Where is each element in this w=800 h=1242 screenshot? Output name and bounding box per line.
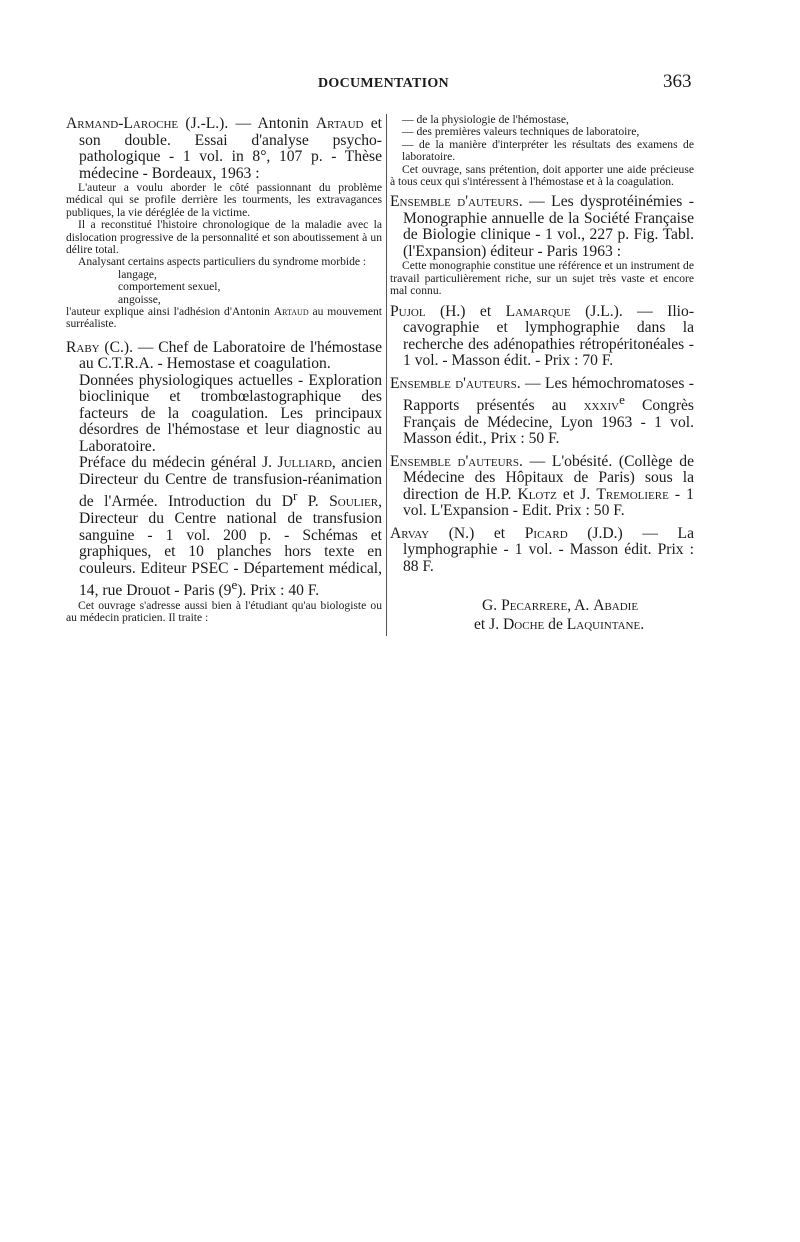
signature-name: Doche — [503, 616, 545, 633]
running-title: DOCUMENTATION — [318, 76, 449, 91]
bib-entry-obesite — [390, 454, 694, 520]
entry-author: Ensemble d'auteurs. — [390, 193, 523, 211]
entry-author: Picard — [524, 524, 568, 542]
signature-text: . — [640, 616, 645, 633]
entry-text: (H.) et — [425, 302, 506, 320]
entry-text: — Les hémochromatoses - Rapports présentés au — [403, 374, 694, 415]
dash-item: — des premières valeurs techniques de laboratoire, — [402, 125, 640, 139]
bib-entry-dysproteinemies — [390, 194, 694, 260]
summary-text: l'auteur explique ainsi l'adhésion d'Antonin — [66, 305, 274, 319]
roman-numeral: xxxiv — [583, 397, 620, 415]
entry-author: Armand-Laroche (J.-L.). — [66, 115, 229, 132]
signature-line — [390, 596, 694, 615]
list-item: langage, — [118, 267, 157, 281]
entry-paragraph: Données physiologiques actuelles - Exploration bioclinique et trombœlastographique des facteurs de la coagulation. Les principaux désordres de l'hémostase et leur diagnostic au Laboratoire. — [79, 371, 382, 455]
dash-item: — de la physiologie de l'hémostase, — [402, 113, 569, 126]
summary-text: au mouvement surréaliste. — [66, 305, 383, 331]
entry-summary — [66, 306, 382, 331]
bib-entry-raby — [66, 340, 382, 373]
paragraph-name: Julliard — [277, 454, 332, 472]
entry-paragraph — [66, 455, 382, 599]
paragraph-text: P. — [297, 493, 330, 511]
entry-summary: Il a reconstitué l'histoire chronologique de la maladie avec la dislocation progressive de la personnalité et son aboutissement à un délire total. — [66, 218, 382, 257]
entry-summary: L'auteur a voulu aborder le côté passionnant du problème médical qui se profile derrière les tourments, les extravagances publiques, la vie déréglée de la victime. — [66, 181, 382, 219]
entry-summary: Cette monographie constitue une référence et un instrument de travail particulièrement riche, sur un sujet très vaste et encore mal connu. — [390, 259, 694, 298]
paragraph-text: , ancien Directeur du Centre de transfusion-réanimation de l'Armée. Introduction du D — [79, 454, 382, 511]
entry-author: Lamarque — [505, 302, 571, 320]
signature-name: Pecarrere — [501, 597, 568, 614]
page-number: 363 — [663, 71, 692, 92]
entry-author: Artaud — [315, 115, 364, 132]
entry-name: Tremoliere — [596, 485, 669, 503]
signature-text: de — [544, 616, 567, 633]
signature-block — [390, 596, 694, 634]
signature-text: et J. — [474, 616, 504, 633]
entry-text: et son double. Essai d'analyse psycho-pathologique - 1 vol. in 8°, 107 p. - Thèse médecine - Bordeaux, 1963 : — [79, 115, 383, 182]
signature-name: Abadie — [593, 597, 639, 614]
entry-summary: Cet ouvrage, sans prétention, doit apporter une aide précieuse à tous ceux qui s'intéressent à l'hémostase et à la coagulation. — [390, 162, 694, 189]
superscript: r — [292, 488, 298, 504]
list-item: angoisse, — [118, 292, 161, 306]
entry-text: (J.D.) — La lymphographie - 1 vol. - Masson édit. Prix : 88 F. — [403, 524, 694, 575]
entry-summary: Analysant certains aspects particuliers du syndrome morbide : — [78, 255, 367, 269]
dash-item: — de la manière d'interpréter les résultats des examens de laboratoire. — [402, 137, 694, 164]
right-column — [390, 114, 694, 575]
entry-text: — Antonin — [228, 115, 316, 132]
entry-text: et J. — [556, 485, 597, 503]
entry-text: (J.L.). — Ilio-cavographie et lymphographie dans la recherche des adénopathies rétropéritonéales - 1 vol. - Masson édit. - Prix : 70 F. — [403, 302, 695, 370]
list-item: comportement sexuel, — [118, 280, 221, 294]
entry-text: — L'obésité. (Collège de Médecine des Hôpitaux de Paris) sous la direction de H.P. — [403, 452, 694, 503]
paragraph-name: Soulier — [329, 493, 379, 511]
signature-text: G. — [482, 597, 502, 614]
signature-line — [390, 615, 694, 634]
entry-author: Arvay — [390, 524, 430, 542]
superscript: e — [619, 392, 625, 408]
entry-author: Ensemble d'auteurs. — [390, 452, 523, 470]
signature-text: , A. — [567, 597, 594, 614]
entry-author: Ensemble d'auteurs. — [390, 374, 521, 392]
entry-name: Klotz — [517, 485, 557, 503]
bib-entry-armand-laroche — [66, 116, 382, 182]
page-header — [0, 70, 800, 96]
entry-author: Raby (C.). — [66, 338, 134, 356]
bib-entry-pujol — [390, 304, 694, 370]
entry-text: (N.) et — [429, 524, 525, 542]
summary-name: Artaud — [273, 305, 309, 319]
column-divider — [386, 114, 387, 636]
entry-text: — Chef de Laboratoire de l'hémostase au C.T.R.A. - Hemostase et coagulation. — [79, 338, 383, 373]
paragraph-text: ). Prix : 40 F. — [237, 582, 320, 600]
signature-name: Laquintane — [566, 616, 641, 633]
paragraph-text: Préface du médecin général J. — [79, 454, 278, 472]
bib-entry-hemochromatoses — [390, 376, 694, 448]
entry-author: Pujol — [390, 302, 426, 320]
entry-text: - 1 vol. L'Expansion - Edit. Prix : 50 F. — [403, 485, 694, 520]
left-column — [66, 112, 382, 625]
entry-summary: Cet ouvrage s'adresse aussi bien à l'étudiant qu'au biologiste ou au médecin praticien. Il traite : — [66, 598, 382, 625]
superscript: e — [231, 577, 238, 593]
entry-text: Congrès Français de Médecine, Lyon 1963 - 1 vol. Masson édit., Prix : 50 F. — [403, 397, 695, 448]
entry-text: — Les dysprotéinémies - Monographie annuelle de la Société Française de Biologie clinique - 1 vol., 227 p. Fig. Tabl. (l'Expansion) éditeur - Paris 1963 : — [403, 193, 694, 260]
paragraph-text: , Directeur du Centre national de transfusion sanguine - 1 vol. 200 p. - Schémas et graphiques, et 10 planches hors texte en couleurs. Editeur PSEC - Département médical, 14, rue Drouot - Paris (9 — [79, 493, 382, 600]
bib-entry-arvay — [390, 526, 694, 576]
